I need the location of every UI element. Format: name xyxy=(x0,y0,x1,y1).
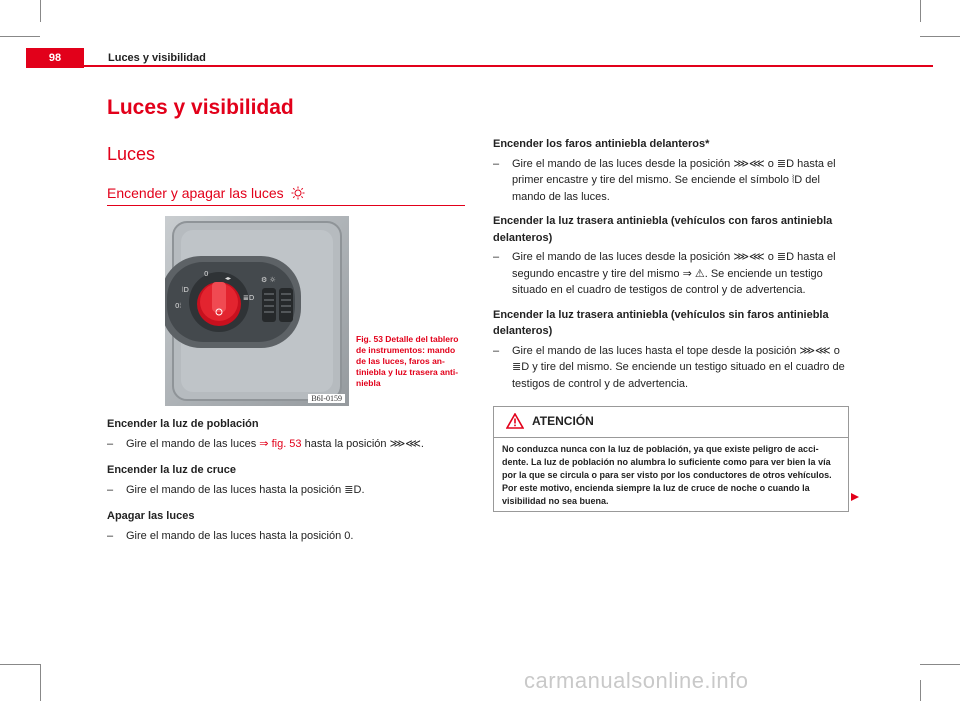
crop-mark xyxy=(40,0,41,22)
step-text: Gire el mando de las luces desde la posición ⋙⋘ o ≣D hasta el primer encastre y tire del mismo. Se enciende el símbolo ⦚D del mando de las luces. xyxy=(512,157,836,203)
step-text: Gire el mando de las luces hasta la posición ≣D. xyxy=(126,483,365,496)
subsection-title xyxy=(107,185,465,206)
light-switch-photo xyxy=(165,216,349,406)
crop-mark xyxy=(0,36,40,37)
step-text: Gire el mando de las luces hasta el tope desde la posición ⋙⋘ o ≣D y tire del mismo. Se enciende un testigo situado en el cuadro de testigos de control y de advertencia. xyxy=(512,344,845,390)
step-heading: Encender la luz trasera antiniebla (vehículos con faros antiniebla delanteros) xyxy=(493,215,833,244)
warning-header xyxy=(494,407,848,438)
warning-triangle-icon xyxy=(506,413,524,429)
running-header-title: Luces y visibilidad xyxy=(108,52,206,64)
crop-mark xyxy=(0,664,40,665)
page-number: 98 xyxy=(26,48,84,68)
step-text: hasta la posición ⋙⋘. xyxy=(301,437,424,450)
bullet-dash: – xyxy=(493,157,500,170)
svg-text:0⦙: 0⦙ xyxy=(175,302,182,310)
crop-mark xyxy=(920,0,921,22)
bullet-dash: – xyxy=(107,437,114,450)
step-heading: Encender la luz de cruce xyxy=(107,464,236,476)
light-sun-icon xyxy=(291,186,305,200)
left-column xyxy=(107,408,467,544)
step-item xyxy=(493,156,849,206)
bullet-dash: – xyxy=(107,483,114,496)
page-title: Luces y visibilidad xyxy=(107,96,294,119)
step-item xyxy=(493,343,849,393)
running-header xyxy=(26,48,933,68)
step-heading: Encender los faros antiniebla delanteros* xyxy=(493,138,710,150)
right-column xyxy=(493,128,849,392)
svg-text:◂▸: ◂▸ xyxy=(225,275,232,282)
figure-link[interactable]: ⇒ fig. 53 xyxy=(259,437,302,450)
figure-light-switch xyxy=(165,216,349,406)
figure-code: B6I-0159 xyxy=(308,394,345,403)
bullet-dash: – xyxy=(107,529,114,542)
step-item xyxy=(493,249,849,299)
step-heading: Encender la luz de población xyxy=(107,418,259,430)
svg-text:≣D: ≣D xyxy=(243,294,255,302)
step-item xyxy=(107,482,467,499)
figure-caption: Fig. 53 Detalle del tablero de instrumentos: mando de las luces, faros antiniebla y luz trasera antiniebla xyxy=(356,334,459,388)
svg-text:0: 0 xyxy=(204,270,209,278)
step-text: Gire el mando de las luces desde la posición ⋙⋘ o ≣D hasta el segundo encastre y tire del mismo ⇒ ⚠. Se enciende un testigo situado en el cuadro de testigos de control y de advertencia. xyxy=(512,251,836,296)
step-text: Gire el mando de las luces hasta la posición 0. xyxy=(126,529,354,542)
header-rule xyxy=(84,65,933,67)
section-title: Luces xyxy=(107,144,156,164)
step-item xyxy=(107,436,467,453)
watermark: carmanualsonline.info xyxy=(524,668,749,693)
warning-text: No conduzca nunca con la luz de población, ya que existe peligro de accidente. La luz de población no alumbra lo suficiente como para ver bien la vía por la que se circula o para ser visto por los conductores de otros vehículos. Por este motivo, encienda siempre la luz de cruce de noche o cuando la visibilidad no sea buena. xyxy=(502,444,832,506)
svg-text:⦚D: ⦚D xyxy=(182,286,189,294)
crop-mark xyxy=(920,36,960,37)
svg-text:⚙ ☼: ⚙ ☼ xyxy=(261,276,276,284)
crop-mark xyxy=(920,680,921,701)
step-item xyxy=(107,528,467,545)
crop-mark xyxy=(920,664,960,665)
step-heading: Apagar las luces xyxy=(107,510,195,522)
bullet-dash: – xyxy=(493,344,500,357)
warning-box xyxy=(493,406,849,512)
continue-arrow-icon xyxy=(850,492,860,502)
step-heading: Encender la luz trasera antiniebla (vehículos sin faros antiniebla delanteros) xyxy=(493,308,829,337)
step-text: Gire el mando de las luces xyxy=(126,437,260,450)
subsection-title-text: Encender y apagar las luces xyxy=(107,185,284,201)
bullet-dash: – xyxy=(493,251,500,263)
warning-title: ATENCIÓN xyxy=(532,414,594,428)
crop-mark xyxy=(40,664,41,701)
